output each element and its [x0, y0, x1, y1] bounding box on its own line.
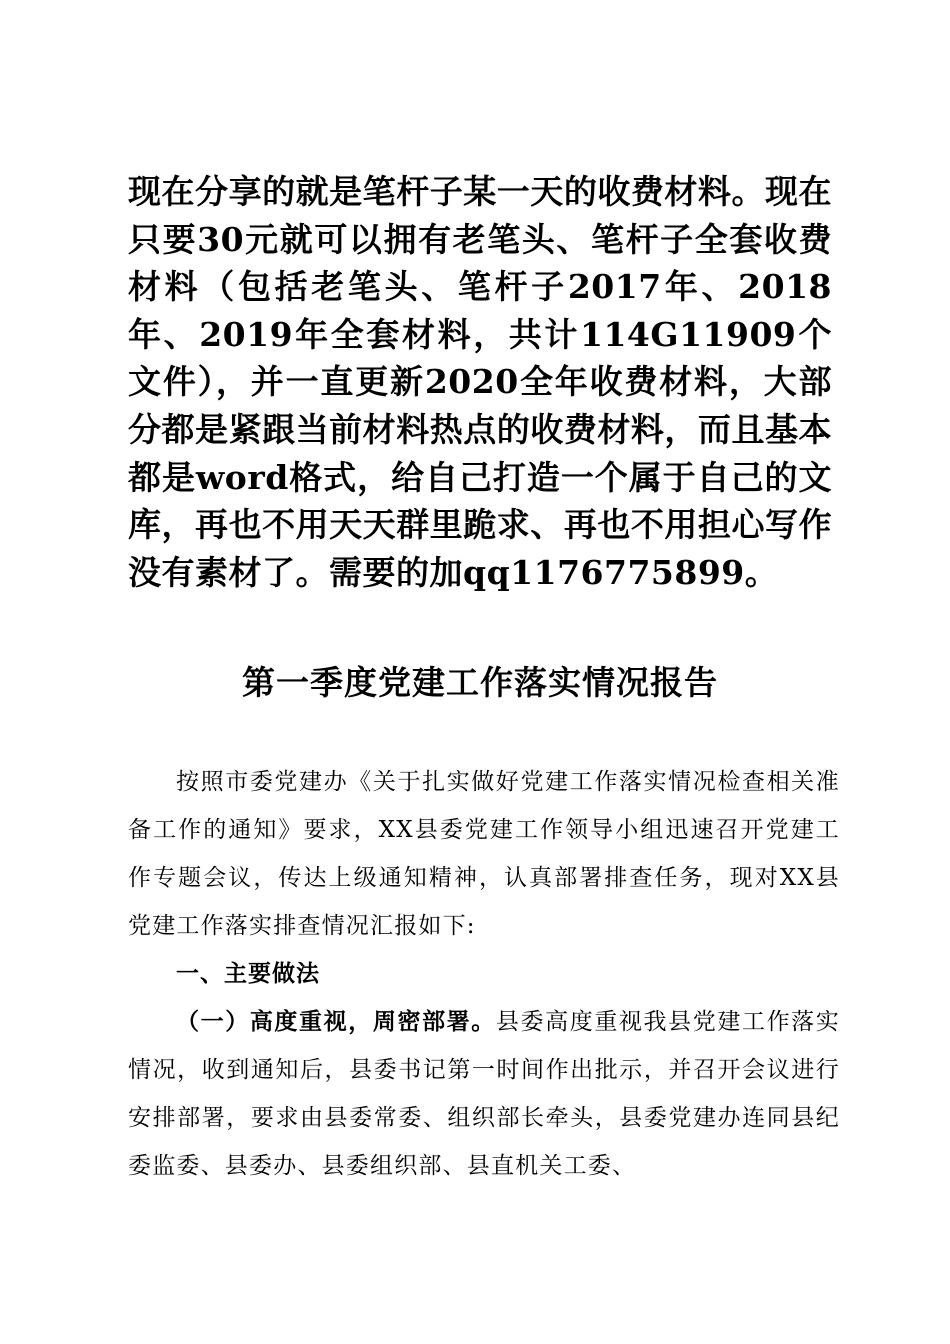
item-text-1: 县委高度重视我县党建工作落实情况，收到通知后，县委书记第一时间作出批示，并召开会议进行安排部署，要求由县委常委、组织部长牵头，县委党建办连同县纪委监委、县委办、县委组织部、县直机关工委、: [128, 1009, 840, 1179]
document-body: [128, 758, 840, 1190]
item-lead-1: （一）高度重视，周密部署。: [176, 1008, 496, 1035]
section-heading-main-practices: 一、主要做法: [176, 961, 320, 987]
promo-paragraph: 现在分享的就是笔杆子某一天的收费材料。现在只要30元就可以拥有老笔头、笔杆子全套收费材料（包括老笔头、笔杆子2017年、2018年、2019年全套材料，共计114G11909个文件），并一直更新2020全年收费材料，大部分都是紧跟当前材料热点的收费材料，而且基本都是word格式，给自己打造一个属于自己的文库，再也不用天天群里跪求、再也不用担心写作没有素材了。需要的加qq1176775899。: [128, 172, 832, 592]
intro-paragraph: 按照市委党建办《关于扎实做好党建工作落实情况检查相关准备工作的通知》要求，XX县委党建工作领导小组迅速召开党建工作专题会议，传达上级通知精神，认真部署排查任务，现对XX县党建工作落实排查情况汇报如下:: [128, 769, 840, 939]
item-paragraph-1: [128, 998, 840, 1190]
document-title: 第一季度党建工作落实情况报告: [242, 663, 718, 702]
